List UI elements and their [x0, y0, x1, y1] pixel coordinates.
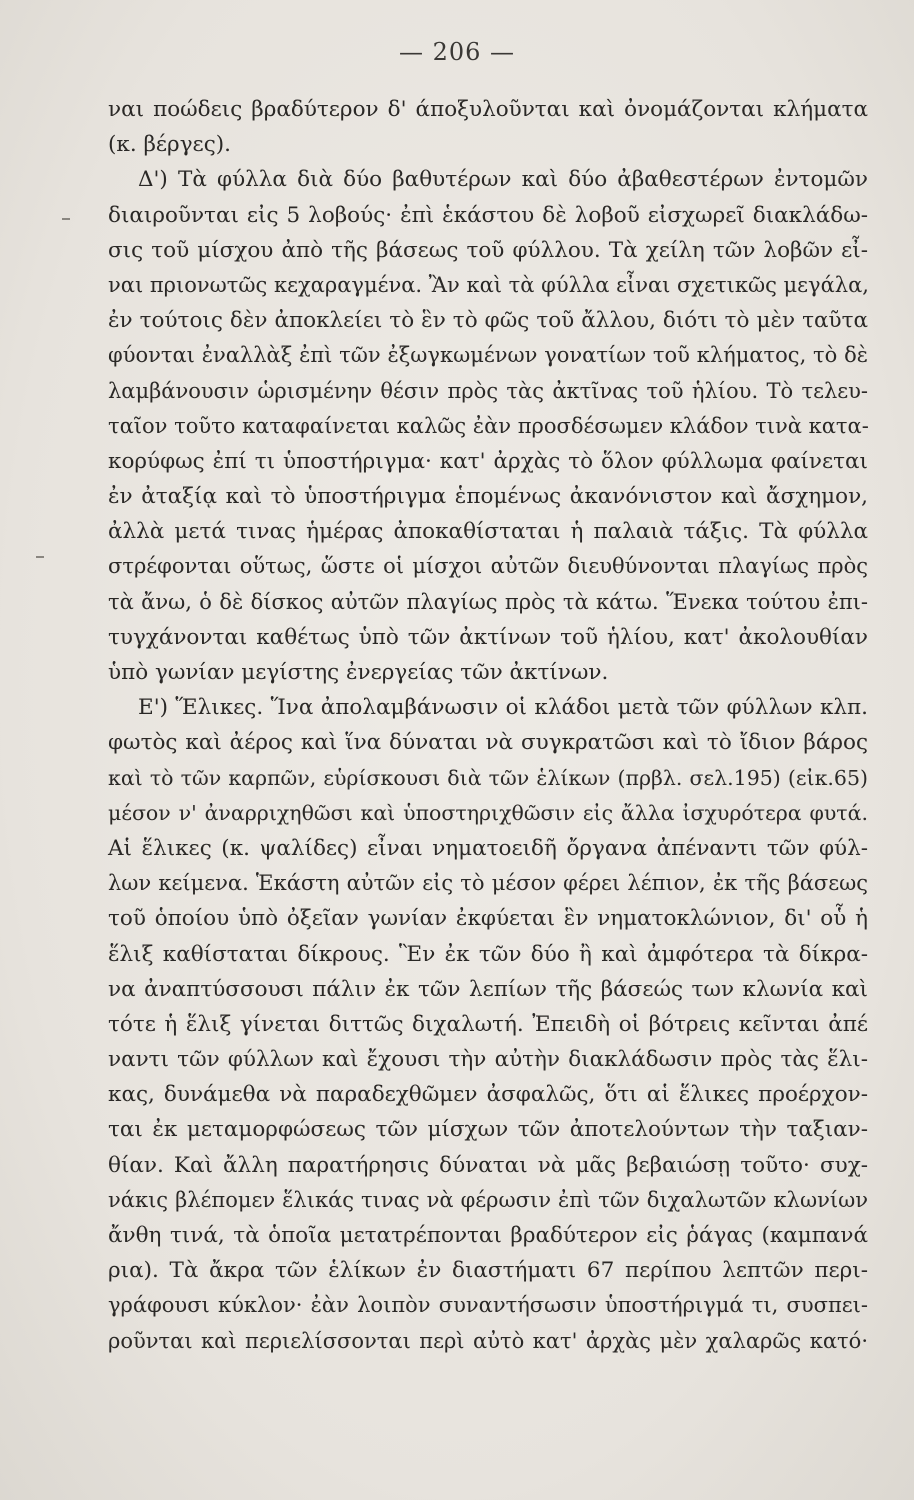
- text-line: νάκις βλέπομεν ἕλικάς τινας νὰ φέρωσιν ἐπὶ τῶν διχαλωτῶν κλωνίων: [108, 1187, 868, 1212]
- text-line: ναντι τῶν φύλλων καὶ ἔχουσι τὴν αὐτὴν διακλάδωσιν πρὸς τὰς ἕλι-: [108, 1047, 868, 1073]
- text-line: διαιροῦνται εἰς 5 λοβούς· ἐπὶ ἑκάστου δὲ λοβοῦ εἰσχωρεῖ διακλάδω-: [108, 202, 868, 228]
- text-line: ναι πριονωτῶς κεχαραγμένα. Ἂν καὶ τὰ φύλλα εἶναι σχετικῶς μεγάλα,: [108, 272, 869, 297]
- text-line: Αἱ ἕλικες (κ. ψαλίδες) εἶναι νηματοειδῆ ὄργανα ἀπέναντι τῶν φύλ-: [108, 835, 868, 861]
- text-line: θίαν. Καὶ ἄλλη παρατήρησις δύναται νὰ μᾶς βεβαιώσῃ τοῦτο· συχ-: [108, 1152, 868, 1178]
- text-line: λαμβάνουσιν ὡρισμένην θέσιν πρὸς τὰς ἀκτῖνας τοῦ ἡλίου. Τὸ τελευ-: [108, 378, 868, 403]
- body-text: [108, 92, 868, 1359]
- text-line: φωτὸς καὶ ἀέρος καὶ ἵνα δύναται νὰ συγκρατῶσι καὶ τὸ ἴδιον βάρος: [108, 730, 868, 756]
- text-line: ται ἐκ μεταμορφώσεως τῶν μίσχων τῶν ἀποτελούντων τὴν ταξιαν-: [108, 1117, 868, 1143]
- text-line: Ε') Ἕλικες. Ἵνα ἀπολαμβάνωσιν οἱ κλάδοι μετὰ τῶν φύλλων κλπ.: [138, 695, 868, 721]
- margin-mark: [36, 556, 44, 558]
- text-line: κας, δυνάμεθα νὰ παραδεχθῶμεν ἀσφαλῶς, ὅτι αἱ ἕλικες προέρχον-: [108, 1082, 868, 1108]
- text-line: ὑπὸ γωνίαν μεγίστης ἐνεργείας τῶν ἀκτίνων.: [108, 660, 609, 685]
- text-line: ρια). Τὰ ἄκρα τῶν ἑλίκων ἐν διαστήματι 67 περίπου λεπτῶν περι-: [108, 1258, 868, 1284]
- text-line: (κ. βέργες).: [108, 132, 231, 158]
- text-line: να ἀναπτύσσουσι πάλιν ἐκ τῶν λεπίων τῆς βάσεώς των κλωνία καὶ: [108, 976, 868, 1002]
- text-line: στρέφονται οὕτως, ὥστε οἱ μίσχοι αὐτῶν διευθύνονται πλαγίως πρὸς: [108, 554, 868, 579]
- margin-mark: [62, 218, 70, 220]
- text-line: ἐν ἀταξίᾳ καὶ τὸ ὑποστήριγμα ἑπομένως ἀκανόνιστον καὶ ἄσχημον,: [108, 484, 868, 510]
- text-line: τὰ ἄνω, ὁ δὲ δίσκος αὐτῶν πλαγίως πρὸς τὰ κάτω. Ἕνεκα τούτου ἐπι-: [108, 589, 868, 614]
- text-line: μέσον ν' ἀναρριχηθῶσι καὶ ὑποστηριχθῶσιν εἰς ἄλλα ἰσχυρότερα φυτά.: [108, 800, 868, 825]
- text-line: φύονται ἐναλλὰξ ἐπὶ τῶν ἐξωγκωμένων γονατίων τοῦ κλήματος, τὸ δὲ: [108, 343, 868, 368]
- text-line: κορύφως ἐπί τι ὑποστήριγμα· κατ' ἀρχὰς τὸ ὅλον φύλλωμα φαίνεται: [108, 448, 868, 474]
- text-line: Δ') Τὰ φύλλα διὰ δύο βαθυτέρων καὶ δύο ἀβαθεστέρων ἐντομῶν: [138, 167, 868, 193]
- text-line: σις τοῦ μίσχου ἀπὸ τῆς βάσεως τοῦ φύλλου. Τὰ χείλη τῶν λοβῶν εἶ-: [108, 237, 868, 263]
- text-line: ἕλιξ καθίσταται δίκρους. Ἓν ἐκ τῶν δύο ἢ καὶ ἀμφότερα τὰ δίκρα-: [108, 941, 868, 967]
- text-line: γράφουσι κύκλον· ἐὰν λοιπὸν συναντήσωσιν ὑποστήριγμά τι, συσπει-: [108, 1293, 868, 1318]
- page-number: — 206 —: [398, 38, 516, 66]
- text-line: τοῦ ὁποίου ὑπὸ ὀξεῖαν γωνίαν ἐκφύεται ἓν νηματοκλώνιον, δι' οὗ ἡ: [108, 906, 868, 932]
- text-line: λων κείμενα. Ἑκάστη αὐτῶν εἰς τὸ μέσον φέρει λέπιον, ἐκ τῆς βάσεως: [108, 871, 868, 896]
- text-line: καὶ τὸ τῶν καρπῶν, εὑρίσκουσι διὰ τῶν ἑλίκων (πρβλ. σελ.195) (εἰκ.65): [108, 765, 868, 790]
- text-line: ἄνθη τινά, τὰ ὁποῖα μετατρέπονται βραδύτερον εἰς ῥάγας (καμπανά: [108, 1223, 868, 1248]
- text-line: τότε ἡ ἕλιξ γίνεται διττῶς διχαλωτή. Ἐπειδὴ οἱ βότρεις κεῖνται ἀπέ: [108, 1011, 868, 1037]
- text-line: ἐν τούτοις δὲν ἀποκλείει τὸ ἓν τὸ φῶς τοῦ ἄλλου, διότι τὸ μὲν ταῦτα: [108, 308, 868, 334]
- text-line: ταῖον τοῦτο καταφαίνεται καλῶς ἐὰν προσδέσωμεν κλάδον τινὰ κατα-: [108, 413, 869, 438]
- text-line: ἀλλὰ μετά τινας ἡμέρας ἀποκαθίσταται ἡ παλαιὰ τάξις. Τὰ φύλλα: [108, 519, 868, 545]
- text-line: ροῦνται καὶ περιελίσσονται περὶ αὐτὸ κατ' ἀρχὰς μὲν χαλαρῶς κατό·: [108, 1328, 868, 1353]
- text-line: τυγχάνονται καθέτως ὑπὸ τῶν ἀκτίνων τοῦ ἡλίου, κατ' ἀκολουθίαν: [108, 624, 868, 650]
- text-line: ναι ποώδεις βραδύτερον δ' άποξυλοῦνται καὶ ὀνομάζονται κλήματα: [108, 97, 868, 122]
